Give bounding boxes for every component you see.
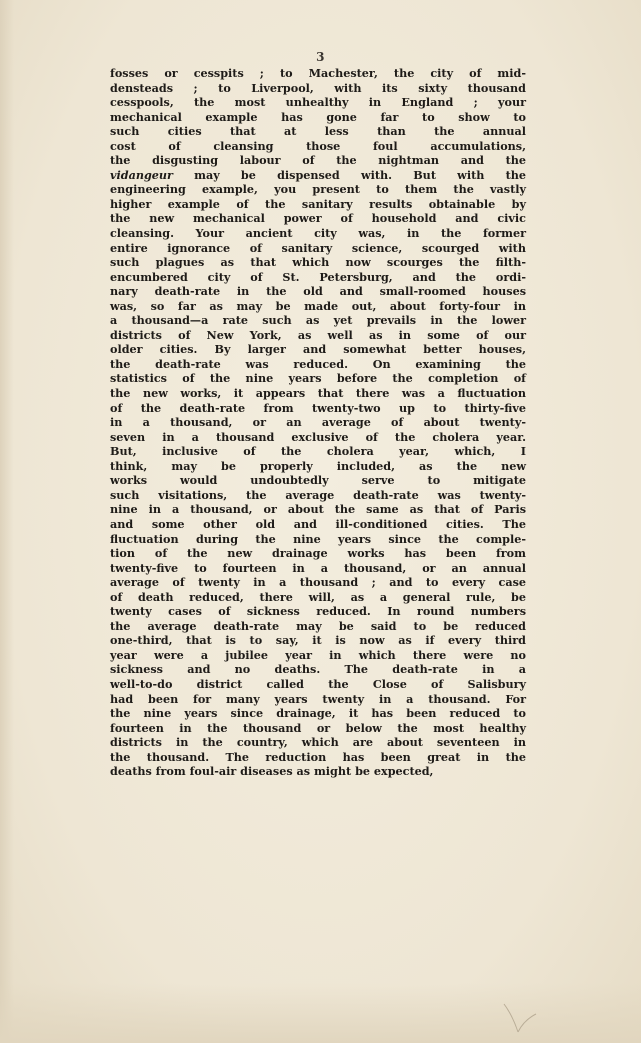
- page-edge-shadow: [0, 0, 14, 1043]
- text-line: districts of New York, as well as in some of our: [110, 327, 526, 342]
- text-line: and some other old and ill-conditioned cities. The: [110, 516, 526, 531]
- text-line: the nine years since drainage, it has been reduced to: [110, 706, 526, 721]
- text-line: cost of cleansing those foul accumulations,: [110, 138, 526, 153]
- text-line: vidangeur may be dispensed with. But with the: [110, 167, 526, 182]
- text-line: the death-rate was reduced. On examining the: [110, 356, 526, 371]
- text-line: cleansing. Your ancient city was, in the former: [110, 226, 526, 241]
- text-line: twenty cases of sickness reduced. In round numbers: [110, 604, 526, 619]
- text-line: such visitations, the average death-rate was twenty-: [110, 487, 526, 502]
- text-line: nary death-rate in the old and small-roomed houses: [110, 284, 526, 299]
- text-line: was, so far as may be made out, about forty-four in: [110, 298, 526, 313]
- text-line: well-to-do district called the Close of Salisbury: [110, 676, 526, 691]
- text-line: entire ignorance of sanitary science, scourged with: [110, 240, 526, 255]
- page-bottom-shadow: [0, 983, 641, 1043]
- text-line: fluctuation during the nine years since the comple-: [110, 531, 526, 546]
- text-line: such cities that at less than the annual: [110, 124, 526, 139]
- text-line: year were a jubilee year in which there were no: [110, 647, 526, 662]
- text-line: sickness and no deaths. The death-rate in a: [110, 662, 526, 677]
- text-line: a thousand—a rate such as yet prevails in the lower: [110, 313, 526, 328]
- text-line: had been for many years twenty in a thousand. For: [110, 691, 526, 706]
- text-line: densteads ; to Liverpool, with its sixty thousand: [110, 80, 526, 95]
- text-line: the average death-rate may be said to be reduced: [110, 618, 526, 633]
- text-line: the disgusting labour of the nightman and the: [110, 153, 526, 168]
- text-line: statistics of the nine years before the completion of: [110, 371, 526, 386]
- text-line: of the death-rate from twenty-two up to thirty-five: [110, 400, 526, 415]
- text-line: seven in a thousand exclusive of the cholera year.: [110, 429, 526, 444]
- text-line: deaths from foul-air diseases as might be expected,: [110, 764, 434, 779]
- text-line: of death reduced, there will, as a general rule, be: [110, 589, 526, 604]
- text-line: older cities. By larger and somewhat better houses,: [110, 342, 526, 357]
- text-line: mechanical example has gone far to show to: [110, 109, 526, 124]
- text-line: nine in a thousand, or about the same as that of Paris: [110, 502, 526, 517]
- text-line: average of twenty in a thousand ; and to every case: [110, 575, 526, 590]
- text-line: works would undoubtedly serve to mitigate: [110, 473, 526, 488]
- text-line: the new mechanical power of household and civic: [110, 211, 526, 226]
- text-line: fourteen in the thousand or below the most healthy: [110, 720, 526, 735]
- text-line: higher example of the sanitary results obtainable by: [110, 196, 526, 211]
- text-line: twenty-five to fourteen in a thousand, or an annual: [110, 560, 526, 575]
- text-line: tion of the new drainage works has been from: [110, 546, 526, 561]
- text-line: in a thousand, or an average of about twenty-: [110, 415, 526, 430]
- text-line: such plagues as that which now scourges the filth-: [110, 255, 526, 270]
- page-number: 3: [316, 50, 325, 64]
- text-line: the thousand. The reduction has been great in the: [110, 749, 526, 764]
- text-line: the new works, it appears that there was a fluctuation: [110, 386, 526, 401]
- text-line: engineering example, you present to them the vastly: [110, 182, 526, 197]
- text-line: encumbered city of St. Petersburg, and the ordi-: [110, 269, 526, 284]
- text-line: one-third, that is to say, it is now as if every third: [110, 633, 526, 648]
- text-line: But, inclusive of the cholera year, which, I: [110, 444, 526, 459]
- text-line: think, may be properly included, as the new: [110, 458, 526, 473]
- body-text: [110, 66, 526, 779]
- text-line: cesspools, the most unhealthy in England ; your: [110, 95, 526, 110]
- text-line: districts in the country, which are about seventeen in: [110, 735, 526, 750]
- pencil-mark-icon: [500, 998, 540, 1038]
- text-line: fosses or cesspits ; to Machester, the city of mid-: [110, 66, 526, 80]
